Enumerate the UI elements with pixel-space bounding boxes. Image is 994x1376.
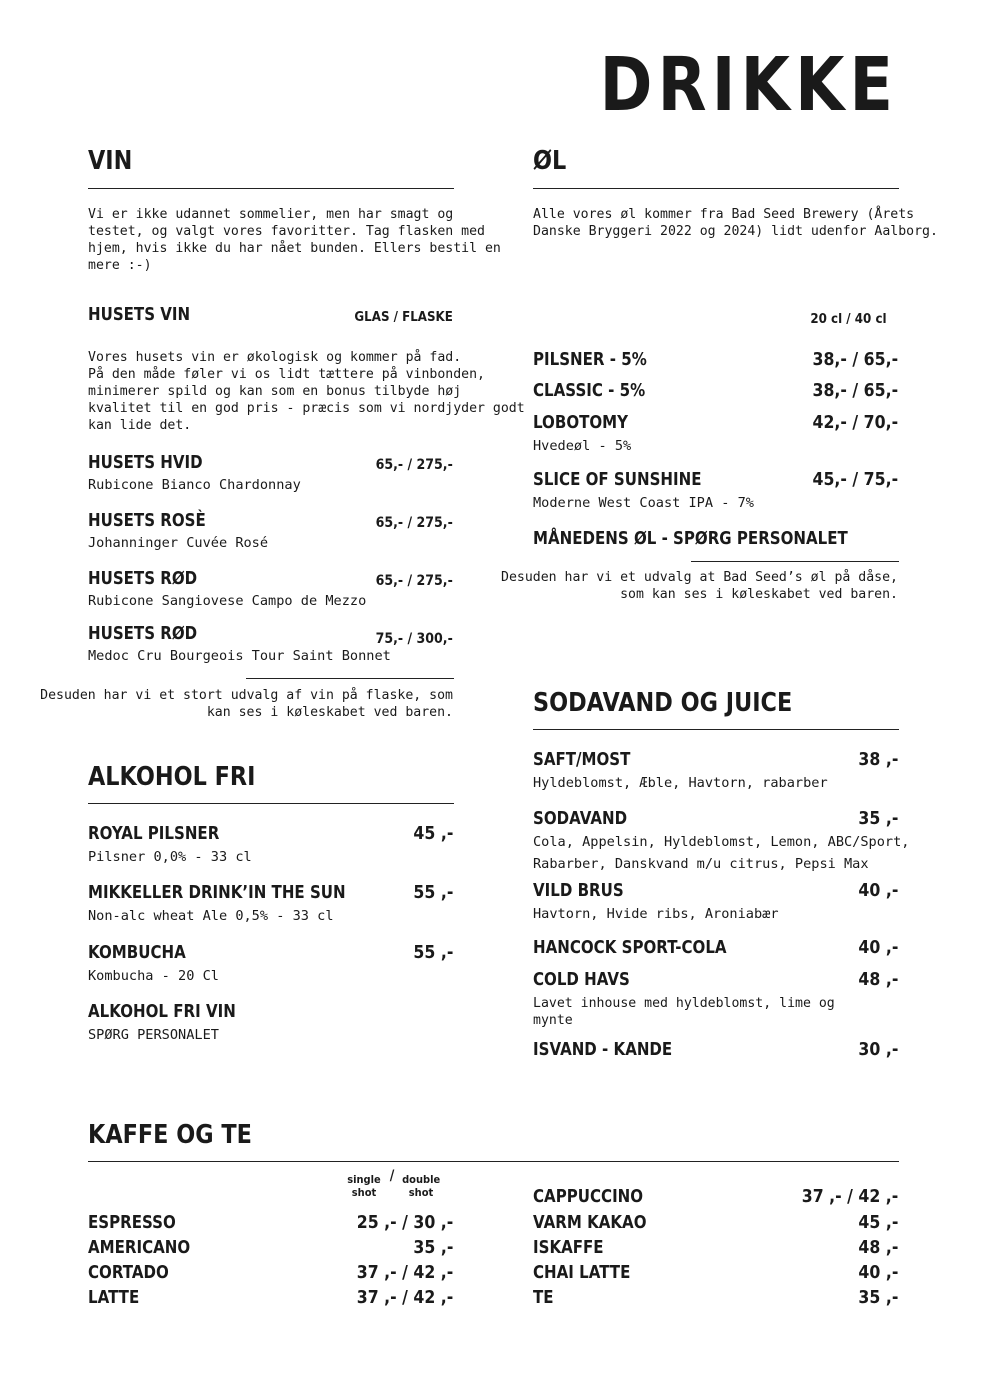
nonalc-item-price: 45 ,- (413, 824, 453, 844)
nonalc-item-price: 55 ,- (413, 943, 453, 963)
coffee-item-name: LATTE (88, 1288, 140, 1308)
soda-item-desc: Lavet inhouse med hyldeblomst, lime og mynte (533, 996, 835, 1028)
beer-item-price: 38,- / 65,- (812, 381, 898, 401)
soda-item-price: 30 ,- (858, 1040, 898, 1060)
coffee-item-name: AMERICANO (88, 1238, 191, 1258)
nonalc-item-desc: Pilsner 0,0% - 33 cl (88, 849, 252, 865)
wine-item-name: HUSETS RØD (88, 569, 198, 589)
coffee-item-name: CORTADO (88, 1263, 169, 1283)
wine-item-name: HUSETS HVID (88, 453, 203, 473)
soda-heading: SODAVAND OG JUICE (533, 688, 793, 718)
beer-item-desc: Moderne West Coast IPA - 7% (533, 495, 754, 511)
coffee-item-name: TE (533, 1288, 554, 1308)
nonalc-item-name: KOMBUCHA (88, 943, 186, 963)
coffee-item-price: 37 ,- / 42 ,- (356, 1263, 453, 1283)
soda-item-price: 40 ,- (858, 938, 898, 958)
ol-intro: Alle vores øl kommer fra Bad Seed Brewery (Årets Danske Bryggeri 2022 og 2024) lidt udenfor Aalborg. (533, 207, 938, 239)
soda-item-name: SODAVAND (533, 809, 628, 829)
soda-item-price: 48 ,- (858, 970, 898, 990)
wine-item-desc: Johanninger Cuvée Rosé (88, 535, 269, 551)
coffee-item-price: 37 ,- / 42 ,- (801, 1187, 898, 1207)
beer-item-price: 38,- / 65,- (812, 350, 898, 370)
soda-item-desc: Hyldeblomst, Æble, Havtorn, rabarber (533, 775, 828, 791)
wine-item-desc: Rubicone Sangiovese Campo de Mezzo (88, 593, 367, 609)
soda-item-name: VILD BRUS (533, 881, 624, 901)
wine-item-desc: Rubicone Bianco Chardonnay (88, 477, 301, 493)
kaffe-heading: KAFFE OG TE (88, 1120, 252, 1150)
nonalc-item-desc: Kombucha - 20 Cl (88, 968, 219, 984)
wine-item-price: 75,- / 300,- (375, 631, 453, 647)
nonalc-item-desc: SPØRG PERSONALET (88, 1027, 219, 1043)
nonalc-item-name: ALKOHOL FRI VIN (88, 1002, 236, 1022)
vin-divider (88, 188, 454, 189)
soda-item-desc: Havtorn, Hvide ribs, Aroniabær (533, 906, 779, 922)
kaffe-divider (88, 1161, 899, 1162)
soda-item-desc: Cola, Appelsin, Hyldeblomst, Lemon, ABC/Sport, (533, 834, 910, 850)
coffee-item-price: 48 ,- (858, 1238, 898, 1258)
coffee-item-name: CAPPUCCINO (533, 1187, 644, 1207)
soda-item-desc: Rabarber, Danskvand m/u citrus, Pepsi Max (533, 856, 869, 872)
page-title: DRIKKE (599, 42, 898, 128)
nonalc-item-desc: Non-alc wheat Ale 0,5% - 33 cl (88, 908, 334, 924)
wine-item-price: 65,- / 275,- (375, 457, 453, 473)
ol-note-divider (691, 561, 899, 562)
alkoholfri-heading: ALKOHOL FRI (88, 762, 256, 792)
soda-item-price: 38 ,- (858, 750, 898, 770)
shot-slash: / (389, 1168, 395, 1184)
beer-item-desc: Hvedeøl - 5% (533, 438, 632, 454)
coffee-item-price: 45 ,- (858, 1213, 898, 1233)
beer-item-price: 42,- / 70,- (812, 413, 898, 433)
vin-intro: Vi er ikke udannet sommelier, men har smagt og testet, og valgt vores favoritter. Tag flasken med hjem, hvis ikke du har nået bunden. Ellers bestil en mere :-) (88, 207, 501, 273)
beer-item-name: CLASSIC - 5% (533, 381, 646, 401)
vin-note-divider (246, 678, 454, 679)
wine-item-desc: Medoc Cru Bourgeois Tour Saint Bonnet (88, 648, 391, 664)
beer-item-name: LOBOTOMY (533, 413, 629, 433)
soda-item-name: COLD HAVS (533, 970, 630, 990)
ol-heading: ØL (533, 146, 567, 176)
coffee-item-name: ESPRESSO (88, 1213, 176, 1233)
beer-item-name: SLICE OF SUNSHINE (533, 470, 702, 490)
vin-note: Desuden har vi et stort udvalg af vin på flaske, som kan ses i køleskabet ved baren. (40, 688, 453, 720)
wine-item-name: HUSETS RØD (88, 624, 198, 644)
soda-item-name: ISVAND - KANDE (533, 1040, 673, 1060)
soda-item-price: 35 ,- (858, 809, 898, 829)
husets-vin-label: HUSETS VIN (88, 305, 191, 325)
double-shot-label: double shot (402, 1173, 441, 1199)
vin-heading: VIN (88, 146, 133, 176)
soda-divider (533, 729, 899, 730)
beer-item-name: PILSNER - 5% (533, 350, 647, 370)
nonalc-item-price: 55 ,- (413, 883, 453, 903)
coffee-item-price: 35 ,- (413, 1238, 453, 1258)
coffee-item-price: 37 ,- / 42 ,- (356, 1288, 453, 1308)
ol-divider (533, 188, 899, 189)
wine-item-price: 65,- / 275,- (375, 573, 453, 589)
monthly-beer: MÅNEDENS ØL - SPØRG PERSONALET (533, 529, 848, 549)
wine-item-name: HUSETS ROSÈ (88, 511, 206, 531)
wine-item-price: 65,- / 275,- (375, 515, 453, 531)
soda-item-price: 40 ,- (858, 881, 898, 901)
single-shot-label: single shot (347, 1173, 381, 1199)
coffee-item-price: 25 ,- / 30 ,- (356, 1213, 453, 1233)
coffee-item-name: CHAI LATTE (533, 1263, 631, 1283)
coffee-item-name: VARM KAKAO (533, 1213, 647, 1233)
alkoholfri-divider (88, 803, 454, 804)
coffee-item-name: ISKAFFE (533, 1238, 604, 1258)
beer-item-price: 45,- / 75,- (812, 470, 898, 490)
ol-column-header: 20 cl / 40 cl (810, 311, 887, 327)
coffee-item-price: 35 ,- (858, 1288, 898, 1308)
soda-item-name: SAFT/MOST (533, 750, 631, 770)
nonalc-item-name: ROYAL PILSNER (88, 824, 220, 844)
husets-vin-text: Vores husets vin er økologisk og kommer på fad. På den måde føler vi os lidt tættere på vinbonden, minimerer spild og kan som en bonus tilbyde høj kvalitet til en god pris - præcis som vi nordjyder godt kan lide det. (88, 350, 525, 433)
nonalc-item-name: MIKKELLER DRINK’IN THE SUN (88, 883, 346, 903)
soda-item-name: HANCOCK SPORT-COLA (533, 938, 727, 958)
ol-note: Desuden har vi et udvalg at Bad Seed’s øl på dåse, som kan ses i køleskabet ved baren. (501, 570, 898, 602)
vin-column-header: GLAS / FLASKE (354, 309, 453, 325)
coffee-item-price: 40 ,- (858, 1263, 898, 1283)
